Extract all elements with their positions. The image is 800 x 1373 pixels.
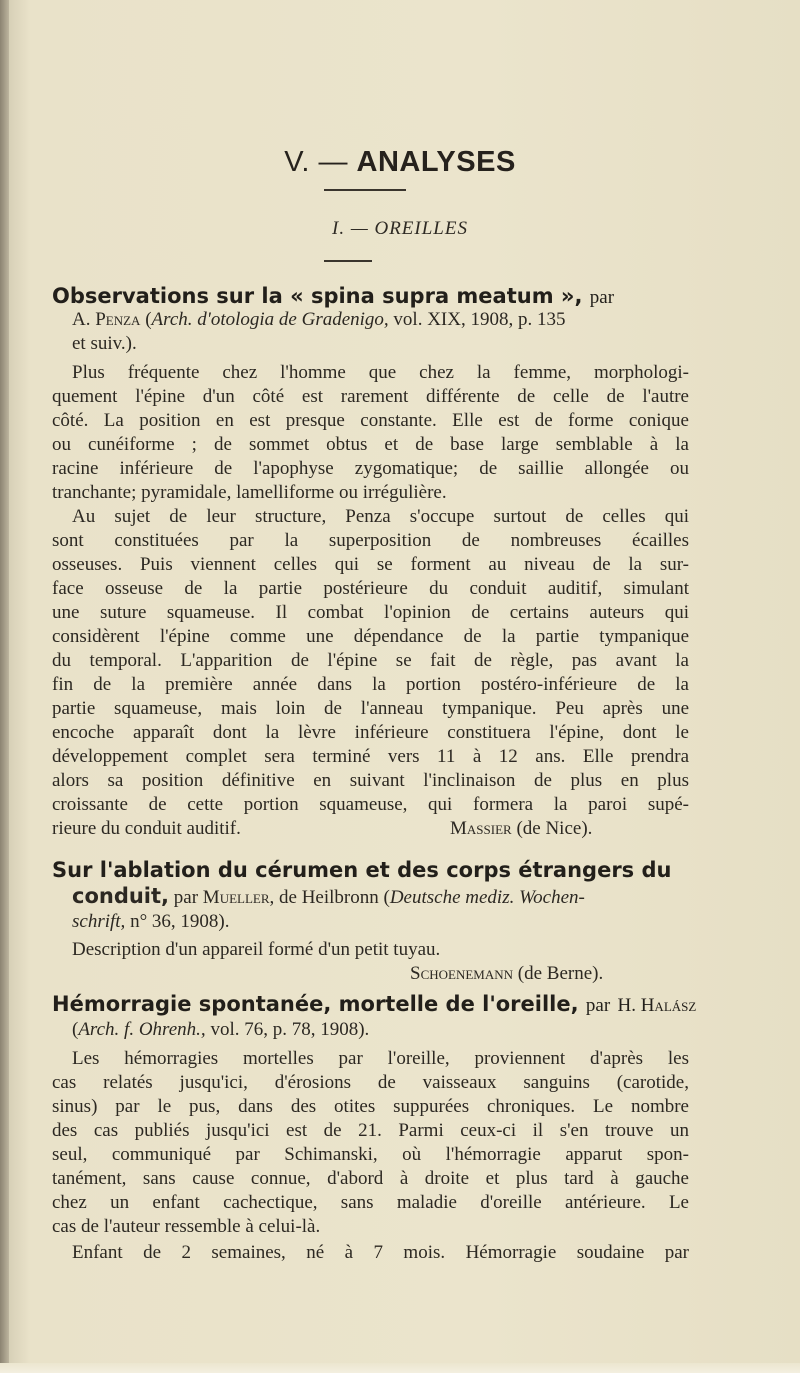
entry1-citation-line2: et suiv.).: [72, 333, 137, 354]
entry1-body-line: alors sa position définitive en suivant l'inclinaison de plus en plus: [52, 770, 689, 791]
entry2-signature: [410, 962, 603, 986]
entry1-body-line: partie squameuse, mais loin de l'anneau tympanique. Peu après une: [52, 698, 689, 719]
entry2-body-line: Description d'un appareil formé d'un petit tuyau.: [72, 939, 441, 960]
entry1-author: A. Penza: [72, 309, 141, 330]
entry3-body-line: cas de l'auteur ressemble à celui-là.: [52, 1216, 321, 1237]
entry1-body-line: une suture squameuse. Il combat l'opinion de certains auteurs qui: [52, 602, 689, 623]
entry2-citation-open: (: [383, 887, 390, 908]
entry3-par: par: [585, 995, 611, 1016]
entry3-citation-open: (: [72, 1019, 79, 1040]
entry1-body-line: quement l'épine d'un côté est rarement différente de celle de l'autre: [52, 386, 689, 407]
entry3-citation-journal: Arch. f. Ohrenh.,: [78, 1019, 206, 1040]
entry1-citation-journal: Arch. d'otologia de Gradenigo,: [151, 309, 389, 330]
entry1-body-line: encoche apparaît dont la lèvre inférieure constituera l'épine, dont le: [52, 722, 689, 743]
entry1-body-line: ou cunéiforme ; de sommet obtus et de base large semblable à la: [52, 434, 689, 455]
entry3-title: Hémorragie spontanée, mortelle de l'oreille,: [52, 992, 579, 1016]
subheading-rule: [324, 260, 372, 262]
entry1-body-line: du temporal. L'apparition de l'épine se fait de règle, pas avant la: [52, 650, 689, 671]
entry1-par: par: [589, 287, 615, 308]
entry1-body-line: croissante de cette portion squameuse, qui formera la paroi supé-: [52, 794, 689, 815]
heading-rule: [324, 189, 406, 191]
entry1-citation-rest: vol. XIX, 1908, p. 135: [393, 309, 566, 330]
entry3-body-line: sinus) par le pus, dans des otites suppurées chroniques. Le nombre: [52, 1096, 689, 1117]
entry1-citation-open: (: [145, 309, 152, 330]
entry3-body-line: des cas publiés jusqu'ici est de 21. Parmi ceux-ci il s'en trouve un: [52, 1120, 689, 1141]
entry1-body-line: rieure du conduit auditif.: [52, 818, 241, 839]
entry2-citation-journal: Deutsche mediz. Wochen-: [389, 887, 585, 908]
entry2-author: Mueller,: [202, 887, 275, 908]
entry2-citation-rest: n° 36, 1908).: [130, 911, 230, 932]
page-binding-edge: [0, 0, 9, 1373]
entry3-body-line: seul, communiqué par Schimanski, où l'hémorragie apparut spon-: [52, 1144, 689, 1165]
entry1-body-line: racine inférieure de l'apophyse zygomatique; de saillie allongée ou: [52, 458, 689, 479]
entry1-body-line: tranchante; pyramidale, lamelliforme ou irrégulière.: [52, 482, 447, 503]
entry1-body-line: développement complet sera terminé vers 11 à 12 ans. Elle prendra: [52, 746, 689, 767]
entry3-title-line: [52, 990, 752, 1020]
entry3-body-line: Enfant de 2 semaines, né à 7 mois. Hémorragie soudaine par: [72, 1242, 689, 1263]
entry3-citation-line: [72, 1018, 369, 1042]
section-heading: [0, 146, 800, 179]
entry1-citation-line: [72, 308, 565, 332]
entry2-signature-place: (de Berne).: [517, 963, 604, 984]
entry1-signature-name: Massier: [450, 818, 512, 839]
entry1-body-line: côté. La position en est presque constante. Elle est de forme conique: [52, 410, 689, 431]
section-numeral: V. —: [284, 146, 348, 178]
subsection-heading: I. — OREILLES: [332, 218, 468, 239]
entry1-title: Observations sur la « spina supra meatum »,: [52, 284, 583, 308]
entry1-body-line: Au sujet de leur structure, Penza s'occupe surtout de celles qui: [72, 506, 689, 527]
entry1-body-line: sont constituées par la superposition de nombreuses écailles: [52, 530, 689, 551]
entry1-body-line: Plus fréquente chez l'homme que chez la femme, morphologi-: [72, 362, 689, 383]
entry2-author-place: de Heilbronn: [279, 887, 379, 908]
entry3-body-line: cas relatés jusqu'ici, d'érosions de vaisseaux sanguins (carotide,: [52, 1072, 689, 1093]
entry2-title-conduit: conduit,: [72, 884, 170, 908]
entry2-signature-name: Schoenemann: [410, 963, 514, 984]
section-title: ANALYSES: [356, 146, 516, 178]
entry2-citation-line: [72, 910, 230, 934]
entry3-author: H. Halász: [617, 995, 697, 1016]
entry1-signature-place: (de Nice).: [516, 818, 593, 839]
page-bottom-edge: [0, 1363, 800, 1373]
entry2-citation-journal-cont: schrift,: [72, 911, 126, 932]
entry1-signature: [450, 817, 592, 841]
entry3-body-line: chez un enfant cachectique, sans maladie d'oreille antérieure. Le: [52, 1192, 689, 1213]
entry1-body-line: fin de la première année dans la portion postéro-inférieure de la: [52, 674, 689, 695]
entry3-body-line: Les hémorragies mortelles par l'oreille, proviennent d'après les: [72, 1048, 689, 1069]
entry2-title-line2: [72, 884, 585, 910]
entry2-title-line1: Sur l'ablation du cérumen et des corps étrangers du: [52, 858, 672, 882]
entry3-citation-rest: vol. 76, p. 78, 1908).: [210, 1019, 370, 1040]
entry1-body-line: osseuses. Puis viennent celles qui se forment au niveau de la sur-: [52, 554, 689, 575]
entry1-body-line: considèrent l'épine comme une dépendance de la partie tympanique: [52, 626, 689, 647]
entry1-body-line: face osseuse de la partie postérieure du conduit auditif, simulant: [52, 578, 689, 599]
entry3-body-line: tanément, sans cause connue, d'abord à droite et plus tard à gauche: [52, 1168, 689, 1189]
entry2-par: par: [173, 887, 199, 908]
